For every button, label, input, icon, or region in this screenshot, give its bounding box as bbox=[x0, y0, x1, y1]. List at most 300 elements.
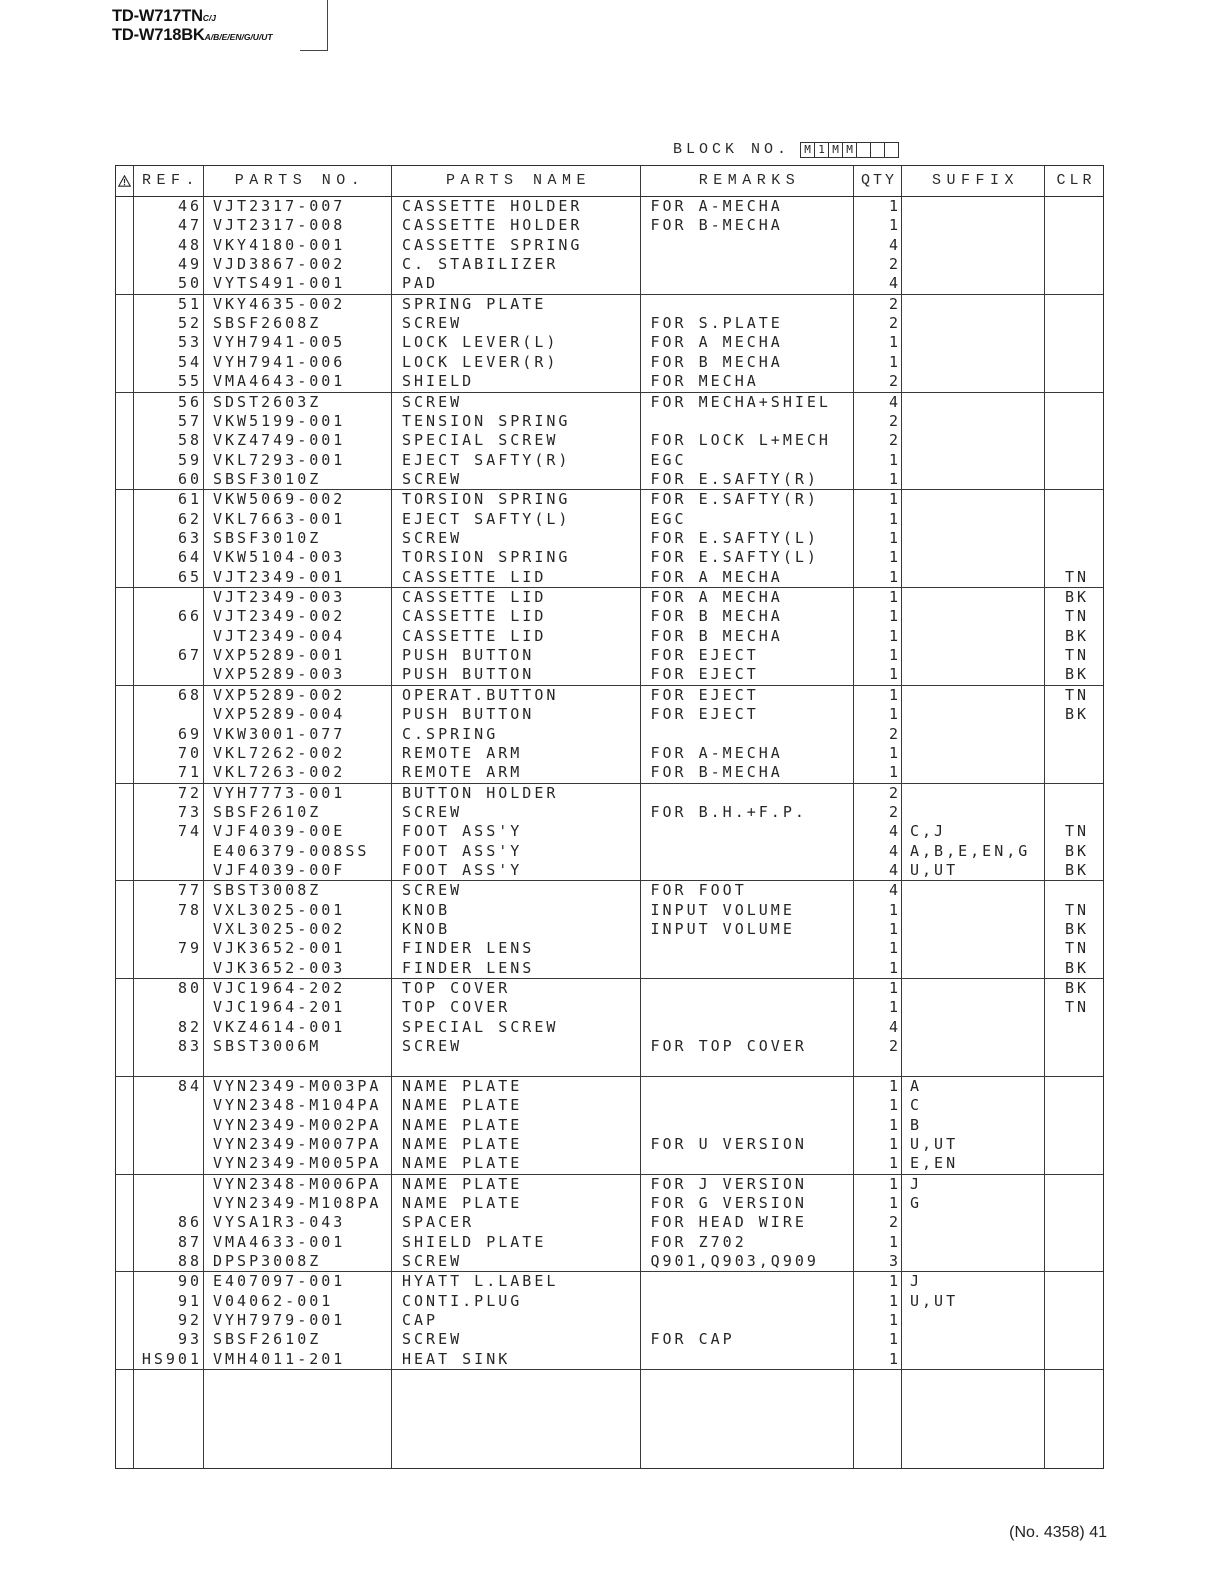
table-row bbox=[116, 1350, 1103, 1369]
cell-ref: 54 bbox=[134, 353, 204, 372]
cell-safety-mark bbox=[116, 314, 134, 333]
cell-parts-name: TENSION SPRING bbox=[392, 412, 641, 431]
cell-remarks: FOR A MECHA bbox=[641, 568, 854, 587]
cell-clr bbox=[1045, 1175, 1103, 1194]
cell-ref: 47 bbox=[134, 216, 204, 235]
cell-safety-mark bbox=[116, 1116, 134, 1135]
cell-ref: 80 bbox=[134, 979, 204, 998]
cell-remarks: FOR S.PLATE bbox=[641, 314, 854, 333]
table-row bbox=[116, 314, 1103, 333]
cell-ref: 50 bbox=[134, 274, 204, 293]
cell-remarks bbox=[641, 1409, 854, 1429]
row-group bbox=[116, 490, 1103, 588]
table-row bbox=[116, 822, 1103, 841]
cell-remarks: FOR A MECHA bbox=[641, 588, 854, 607]
cell-suffix bbox=[902, 763, 1045, 782]
cell-clr bbox=[1045, 236, 1103, 255]
cell-clr bbox=[1045, 1390, 1103, 1410]
cell-safety-mark bbox=[116, 1350, 134, 1369]
cell-clr bbox=[1045, 197, 1103, 216]
cell-parts-name: SCREW bbox=[392, 393, 641, 412]
cell-safety-mark bbox=[116, 1194, 134, 1213]
cell-parts-name bbox=[392, 1448, 641, 1468]
cell-remarks bbox=[641, 1096, 854, 1115]
cell-ref: 73 bbox=[134, 803, 204, 822]
cell-ref bbox=[134, 1135, 204, 1154]
column-header-parts-no: PARTS NO. bbox=[204, 166, 392, 196]
table-row bbox=[116, 197, 1103, 216]
cell-parts-no: VYTS491-001 bbox=[204, 274, 392, 293]
cell-safety-mark bbox=[116, 353, 134, 372]
table-row bbox=[116, 529, 1103, 548]
cell-qty bbox=[854, 1057, 902, 1076]
cell-suffix bbox=[902, 725, 1045, 744]
cell-ref: 53 bbox=[134, 333, 204, 352]
cell-remarks: FOR Z702 bbox=[641, 1233, 854, 1252]
cell-remarks: INPUT VOLUME bbox=[641, 920, 854, 939]
cell-parts-name: LOCK LEVER(L) bbox=[392, 333, 641, 352]
cell-parts-no: VYH7941-006 bbox=[204, 353, 392, 372]
cell-parts-name: SCREW bbox=[392, 1252, 641, 1271]
cell-suffix bbox=[902, 548, 1045, 567]
row-group bbox=[116, 686, 1103, 784]
table-row bbox=[116, 1194, 1103, 1213]
cell-clr: TN bbox=[1065, 646, 1090, 665]
cell-remarks bbox=[641, 842, 854, 861]
cell-parts-no bbox=[204, 1429, 392, 1449]
cell-clr bbox=[1045, 803, 1103, 822]
cell-suffix bbox=[902, 1390, 1045, 1410]
cell-parts-no: SBSF2608Z bbox=[204, 314, 392, 333]
cell-clr bbox=[1045, 1311, 1103, 1330]
row-group bbox=[116, 1175, 1103, 1273]
cell-parts-no: VKW5069-002 bbox=[204, 490, 392, 509]
cell-safety-mark bbox=[116, 490, 134, 509]
table-row bbox=[116, 1213, 1103, 1232]
cell-parts-name: BUTTON HOLDER bbox=[392, 784, 641, 803]
table-row bbox=[116, 568, 1103, 587]
cell-clr bbox=[1045, 1370, 1103, 1390]
cell-parts-name: SCREW bbox=[392, 1037, 641, 1056]
cell-parts-no: VJC1964-201 bbox=[204, 998, 392, 1017]
cell-suffix bbox=[902, 295, 1045, 314]
cell-suffix bbox=[902, 1429, 1045, 1449]
cell-parts-name: C.SPRING bbox=[392, 725, 641, 744]
cell-clr bbox=[1045, 372, 1103, 391]
cell-parts-name: KNOB bbox=[392, 901, 641, 920]
cell-parts-no: VJT2349-003 bbox=[204, 588, 392, 607]
cell-clr bbox=[1045, 881, 1103, 900]
cell-clr: TN bbox=[1065, 685, 1090, 704]
cell-qty: 1 bbox=[854, 1154, 902, 1173]
cell-safety-mark bbox=[116, 393, 134, 412]
table-row bbox=[116, 803, 1103, 822]
cell-ref bbox=[134, 959, 204, 978]
table-row bbox=[116, 490, 1103, 509]
cell-qty: 4 bbox=[854, 842, 902, 861]
cell-remarks: FOR B-MECHA bbox=[641, 216, 854, 235]
table-row bbox=[116, 255, 1103, 274]
cell-suffix bbox=[902, 529, 1045, 548]
cell-suffix bbox=[902, 1057, 1045, 1076]
cell-qty: 1 bbox=[854, 333, 902, 352]
cell-parts-name: NAME PLATE bbox=[392, 1096, 641, 1115]
cell-qty: 1 bbox=[854, 510, 902, 529]
cell-clr bbox=[1045, 763, 1103, 782]
table-row bbox=[116, 881, 1103, 900]
table-row bbox=[116, 842, 1103, 861]
cell-ref bbox=[134, 998, 204, 1017]
empty-row bbox=[116, 1429, 1103, 1449]
table-row bbox=[116, 686, 1103, 705]
cell-remarks: FOR B MECHA bbox=[641, 627, 854, 646]
table-row bbox=[116, 705, 1103, 724]
cell-ref: 52 bbox=[134, 314, 204, 333]
cell-safety-mark bbox=[116, 646, 134, 665]
cell-clr: BK bbox=[1065, 920, 1090, 939]
cell-ref: 62 bbox=[134, 510, 204, 529]
cell-parts-name: FINDER LENS bbox=[392, 959, 641, 978]
block-number-label: BLOCK NO. bbox=[673, 141, 791, 158]
cell-parts-name: TOP COVER bbox=[392, 998, 641, 1017]
cell-qty: 2 bbox=[854, 784, 902, 803]
cell-ref: 74 bbox=[134, 822, 204, 841]
cell-ref: 83 bbox=[134, 1037, 204, 1056]
table-row bbox=[116, 1292, 1103, 1311]
cell-parts-name: FOOT ASS'Y bbox=[392, 861, 641, 880]
cell-parts-no: VKZ4614-001 bbox=[204, 1018, 392, 1037]
cell-safety-mark bbox=[116, 1272, 134, 1291]
cell-suffix bbox=[902, 353, 1045, 372]
cell-safety-mark bbox=[116, 1311, 134, 1330]
cell-parts-no: VKW5199-001 bbox=[204, 412, 392, 431]
cell-parts-name: FOOT ASS'Y bbox=[392, 822, 641, 841]
cell-parts-name: HEAT SINK bbox=[392, 1350, 641, 1369]
cell-ref bbox=[134, 705, 204, 724]
cell-suffix: C,J bbox=[902, 822, 1045, 841]
cell-ref: 72 bbox=[134, 784, 204, 803]
cell-safety-mark bbox=[116, 1096, 134, 1115]
cell-safety-mark bbox=[116, 861, 134, 880]
cell-clr bbox=[1045, 490, 1103, 509]
cell-parts-no: E407097-001 bbox=[204, 1272, 392, 1291]
cell-qty: 2 bbox=[854, 314, 902, 333]
cell-clr bbox=[1045, 1135, 1103, 1154]
empty-row bbox=[116, 1057, 1103, 1076]
cell-parts-name: SHIELD PLATE bbox=[392, 1233, 641, 1252]
cell-clr bbox=[1045, 1448, 1103, 1468]
cell-parts-no: VMH4011-201 bbox=[204, 1350, 392, 1369]
cell-ref: 67 bbox=[134, 646, 204, 665]
table-row bbox=[116, 1077, 1103, 1096]
cell-ref: 49 bbox=[134, 255, 204, 274]
cell-clr bbox=[1045, 1272, 1103, 1291]
cell-clr bbox=[1045, 725, 1103, 744]
cell-clr: TN bbox=[1065, 822, 1090, 841]
block-number-box bbox=[871, 142, 885, 158]
cell-remarks: FOR HEAD WIRE bbox=[641, 1213, 854, 1232]
cell-remarks: EGC bbox=[641, 451, 854, 470]
cell-ref bbox=[134, 1390, 204, 1410]
cell-remarks bbox=[641, 1077, 854, 1096]
table-row bbox=[116, 998, 1103, 1017]
cell-suffix bbox=[902, 1330, 1045, 1349]
cell-remarks bbox=[641, 1370, 854, 1390]
column-header-ref: REF. bbox=[134, 166, 204, 196]
cell-suffix: J bbox=[902, 1175, 1045, 1194]
cell-ref bbox=[134, 588, 204, 607]
cell-suffix bbox=[902, 451, 1045, 470]
cell-parts-no: VXL3025-002 bbox=[204, 920, 392, 939]
cell-remarks: INPUT VOLUME bbox=[641, 901, 854, 920]
cell-clr bbox=[1045, 1194, 1103, 1213]
cell-parts-no: SBSF2610Z bbox=[204, 803, 392, 822]
table-row bbox=[116, 295, 1103, 314]
cell-safety-mark bbox=[116, 1370, 134, 1390]
cell-suffix bbox=[902, 412, 1045, 431]
cell-suffix bbox=[902, 333, 1045, 352]
cell-safety-mark bbox=[116, 1252, 134, 1271]
cell-ref bbox=[134, 1175, 204, 1194]
page-number: (No. 4358) 41 bbox=[1009, 1524, 1107, 1541]
cell-suffix: J bbox=[902, 1272, 1045, 1291]
cell-parts-name bbox=[392, 1409, 641, 1429]
cell-safety-mark bbox=[116, 568, 134, 587]
cell-remarks bbox=[641, 1311, 854, 1330]
cell-safety-mark bbox=[116, 588, 134, 607]
cell-safety-mark bbox=[116, 744, 134, 763]
cell-parts-no: VYN2348-M104PA bbox=[204, 1096, 392, 1115]
cell-suffix bbox=[902, 784, 1045, 803]
cell-suffix bbox=[902, 393, 1045, 412]
table-row bbox=[116, 1272, 1103, 1291]
cell-suffix bbox=[902, 568, 1045, 587]
cell-qty: 1 bbox=[854, 568, 902, 587]
cell-remarks bbox=[641, 1057, 854, 1076]
cell-qty: 2 bbox=[854, 725, 902, 744]
cell-safety-mark bbox=[116, 333, 134, 352]
table-row bbox=[116, 646, 1103, 665]
cell-suffix bbox=[902, 490, 1045, 509]
cell-safety-mark bbox=[116, 665, 134, 684]
cell-parts-name: EJECT SAFTY(R) bbox=[392, 451, 641, 470]
row-group bbox=[116, 1272, 1103, 1370]
cell-parts-no: VJT2349-002 bbox=[204, 607, 392, 626]
cell-clr: BK bbox=[1065, 841, 1090, 860]
table-row bbox=[116, 1252, 1103, 1271]
cell-parts-no: VYH7979-001 bbox=[204, 1311, 392, 1330]
cell-suffix: U,UT bbox=[902, 1292, 1045, 1311]
table-row bbox=[116, 333, 1103, 352]
table-row bbox=[116, 588, 1103, 607]
table-row bbox=[116, 939, 1103, 958]
model-line-2 bbox=[112, 27, 273, 46]
cell-ref: 68 bbox=[134, 686, 204, 705]
cell-suffix bbox=[902, 431, 1045, 450]
cell-parts-name: SCREW bbox=[392, 314, 641, 333]
cell-parts-name: SCREW bbox=[392, 529, 641, 548]
cell-ref bbox=[134, 1154, 204, 1173]
model-1-name: TD-W717TN bbox=[112, 7, 203, 25]
corner-rule-horizontal bbox=[300, 50, 328, 51]
cell-clr bbox=[1045, 1213, 1103, 1232]
block-number-box: M bbox=[843, 142, 857, 158]
cell-ref: 61 bbox=[134, 490, 204, 509]
cell-parts-no: VJD3867-002 bbox=[204, 255, 392, 274]
cell-parts-name: SCREW bbox=[392, 803, 641, 822]
cell-remarks bbox=[641, 939, 854, 958]
cell-ref: 90 bbox=[134, 1272, 204, 1291]
cell-suffix bbox=[902, 1448, 1045, 1468]
cell-remarks bbox=[641, 295, 854, 314]
cell-safety-mark bbox=[116, 763, 134, 782]
cell-parts-no: VYN2349-M108PA bbox=[204, 1194, 392, 1213]
cell-remarks: FOR MECHA+SHIEL bbox=[641, 393, 854, 412]
cell-parts-no: VMA4643-001 bbox=[204, 372, 392, 391]
cell-parts-no: VKL7263-002 bbox=[204, 763, 392, 782]
cell-safety-mark bbox=[116, 1213, 134, 1232]
cell-ref: 82 bbox=[134, 1018, 204, 1037]
cell-ref bbox=[134, 1096, 204, 1115]
cell-clr bbox=[1045, 784, 1103, 803]
cell-safety-mark bbox=[116, 548, 134, 567]
cell-parts-name: SPRING PLATE bbox=[392, 295, 641, 314]
table-row bbox=[116, 901, 1103, 920]
cell-safety-mark bbox=[116, 842, 134, 861]
cell-parts-no: VYN2349-M002PA bbox=[204, 1116, 392, 1135]
cell-remarks: FOR EJECT bbox=[641, 665, 854, 684]
cell-qty: 4 bbox=[854, 861, 902, 880]
cell-remarks: FOR TOP COVER bbox=[641, 1037, 854, 1056]
cell-clr bbox=[1045, 1233, 1103, 1252]
cell-remarks: FOR E.SAFTY(L) bbox=[641, 548, 854, 567]
cell-remarks: FOR A-MECHA bbox=[641, 744, 854, 763]
cell-parts-name: TOP COVER bbox=[392, 979, 641, 998]
cell-suffix bbox=[902, 314, 1045, 333]
cell-parts-no: VYN2349-M005PA bbox=[204, 1154, 392, 1173]
column-header-suffix: SUFFIX bbox=[902, 166, 1045, 196]
cell-ref: 56 bbox=[134, 393, 204, 412]
empty-row bbox=[116, 1409, 1103, 1429]
cell-parts-name: FOOT ASS'Y bbox=[392, 842, 641, 861]
cell-qty: 1 bbox=[854, 1272, 902, 1291]
cell-suffix bbox=[902, 705, 1045, 724]
row-group bbox=[116, 197, 1103, 295]
cell-suffix bbox=[902, 901, 1045, 920]
cell-parts-no: VKW3001-077 bbox=[204, 725, 392, 744]
cell-clr bbox=[1045, 353, 1103, 372]
cell-remarks: FOR E.SAFTY(L) bbox=[641, 529, 854, 548]
cell-suffix: U,UT bbox=[902, 861, 1045, 880]
cell-qty: 1 bbox=[854, 979, 902, 998]
cell-clr bbox=[1045, 1154, 1103, 1173]
cell-ref: 93 bbox=[134, 1330, 204, 1349]
cell-parts-no: VJT2317-007 bbox=[204, 197, 392, 216]
cell-parts-no: SBST3006M bbox=[204, 1037, 392, 1056]
table-row bbox=[116, 393, 1103, 412]
cell-safety-mark bbox=[116, 998, 134, 1017]
cell-remarks bbox=[641, 1272, 854, 1291]
cell-suffix bbox=[902, 1233, 1045, 1252]
cell-safety-mark bbox=[116, 431, 134, 450]
row-group bbox=[116, 881, 1103, 979]
cell-clr bbox=[1045, 255, 1103, 274]
cell-remarks bbox=[641, 274, 854, 293]
cell-safety-mark bbox=[116, 784, 134, 803]
cell-ref: 46 bbox=[134, 197, 204, 216]
cell-clr bbox=[1045, 1077, 1103, 1096]
cell-safety-mark bbox=[116, 920, 134, 939]
cell-remarks bbox=[641, 1018, 854, 1037]
cell-qty: 1 bbox=[854, 901, 902, 920]
cell-safety-mark bbox=[116, 959, 134, 978]
cell-suffix bbox=[902, 255, 1045, 274]
cell-remarks bbox=[641, 1292, 854, 1311]
cell-safety-mark bbox=[116, 1077, 134, 1096]
cell-parts-no: VKL7663-001 bbox=[204, 510, 392, 529]
cell-remarks: FOR CAP bbox=[641, 1330, 854, 1349]
cell-parts-name: CASSETTE LID bbox=[392, 568, 641, 587]
cell-safety-mark bbox=[116, 939, 134, 958]
cell-clr: BK bbox=[1065, 958, 1090, 977]
model-2-name: TD-W718BK bbox=[112, 26, 205, 44]
cell-parts-name: CASSETTE HOLDER bbox=[392, 197, 641, 216]
cell-ref: 59 bbox=[134, 451, 204, 470]
cell-parts-no: VXP5289-001 bbox=[204, 646, 392, 665]
cell-clr bbox=[1045, 1037, 1103, 1056]
cell-qty: 4 bbox=[854, 236, 902, 255]
cell-parts-no: VJT2349-004 bbox=[204, 627, 392, 646]
cell-qty: 1 bbox=[854, 1135, 902, 1154]
empty-row bbox=[116, 1390, 1103, 1410]
cell-qty: 1 bbox=[854, 529, 902, 548]
cell-parts-no: VJF4039-00F bbox=[204, 861, 392, 880]
cell-safety-mark bbox=[116, 236, 134, 255]
cell-parts-no: V04062-001 bbox=[204, 1292, 392, 1311]
empty-row bbox=[116, 1370, 1103, 1390]
cell-remarks bbox=[641, 1390, 854, 1410]
cell-parts-name: HYATT L.LABEL bbox=[392, 1272, 641, 1291]
table-row bbox=[116, 1175, 1103, 1194]
cell-suffix bbox=[902, 197, 1045, 216]
cell-parts-name: OPERAT.BUTTON bbox=[392, 686, 641, 705]
cell-parts-no bbox=[204, 1390, 392, 1410]
cell-qty: 1 bbox=[854, 548, 902, 567]
table-row bbox=[116, 627, 1103, 646]
cell-parts-name bbox=[392, 1057, 641, 1076]
cell-suffix bbox=[902, 665, 1045, 684]
cell-suffix bbox=[902, 1409, 1045, 1429]
cell-clr bbox=[1045, 548, 1103, 567]
cell-parts-no: VKY4180-001 bbox=[204, 236, 392, 255]
cell-remarks bbox=[641, 236, 854, 255]
cell-qty: 1 bbox=[854, 1175, 902, 1194]
cell-clr bbox=[1045, 470, 1103, 489]
cell-parts-name: NAME PLATE bbox=[392, 1175, 641, 1194]
cell-safety-mark bbox=[116, 1448, 134, 1468]
cell-suffix bbox=[902, 686, 1045, 705]
cell-parts-no bbox=[204, 1409, 392, 1429]
cell-qty bbox=[854, 1409, 902, 1429]
table-row bbox=[116, 725, 1103, 744]
cell-safety-mark bbox=[116, 607, 134, 626]
cell-remarks: FOR B-MECHA bbox=[641, 763, 854, 782]
cell-qty: 2 bbox=[854, 431, 902, 450]
cell-ref: 88 bbox=[134, 1252, 204, 1271]
cell-remarks: FOR A MECHA bbox=[641, 333, 854, 352]
cell-parts-name: EJECT SAFTY(L) bbox=[392, 510, 641, 529]
cell-remarks bbox=[641, 725, 854, 744]
